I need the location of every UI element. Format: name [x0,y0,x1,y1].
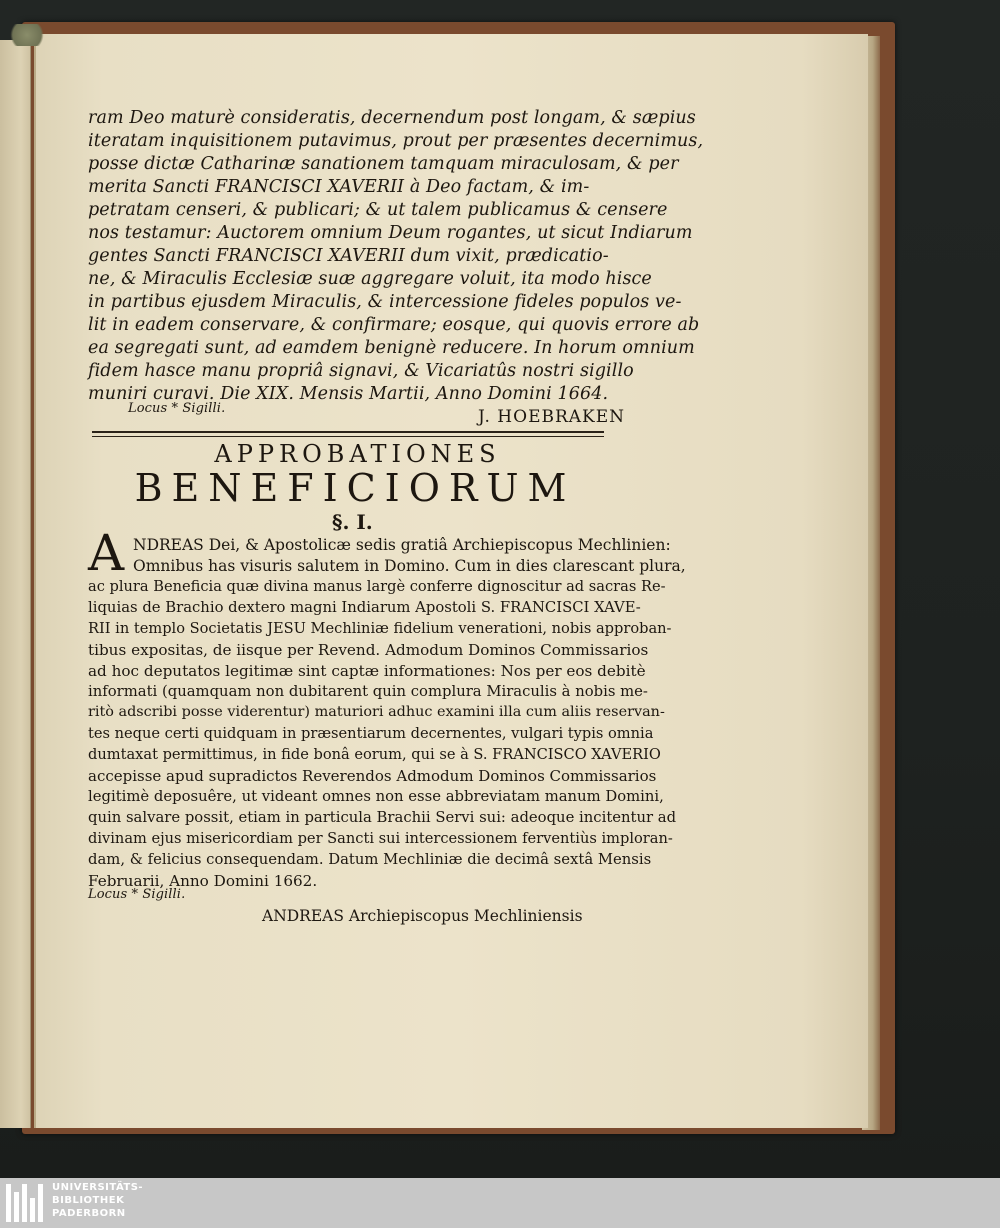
approbation-line: quin salvare possit, etiam in particula Brachii Servi sui: adeoque incitentur ad [88,809,677,826]
decree-line: in partibus ejusdem Miraculis, & intercessione fideles populos ve- [88,292,682,312]
approbation-line: ac plura Beneficia quæ divina manus largè conferre dignoscitur ad sacras Re- [88,578,666,595]
decree-line: petratam censeri, & publicari; & ut talem publicamus & censere [88,200,668,220]
section-heading-approbationes: APPROBATIONES [214,440,501,468]
library-footer-bar [0,1178,1000,1228]
approbation-line: tibus expositas, de iisque per Revend. Admodum Dominos Commissarios [88,641,649,659]
decree-line: iteratam inquisitionem putavimus, prout per præsentes decernimus, [88,131,704,151]
approbation-line: dumtaxat permittimus, in fide bonâ eorum, qui se à S. FRANCISCO XAVERIO [88,746,661,763]
approbation-line: divinam ejus misericordiam per Sancti sui intercessionem ferventiùs imploran- [88,830,673,847]
approbation-seal: Locus * Sigilli. [88,887,186,902]
decree-line: fidem hasce manu propriâ signavi, & Vicariatûs nostri sigillo [88,361,634,381]
approbation-line: informati (quamquam non dubitarent quin complura Miraculis à nobis me- [88,683,648,700]
paragraph-mark: §. I. [332,510,373,534]
decree-line: nos testamur: Auctorem omnium Deum rogantes, ut sicut Indiarum [88,223,693,243]
approbation-signature: ANDREAS Archiepiscopus Mechliniensis [262,907,583,925]
previous-page-edge [0,40,31,1128]
section-heading-beneficiorum: BENEFICIORUM [134,466,576,510]
decree-seal: Locus * Sigilli. [128,401,226,416]
decree-signature: J. HOEBRAKEN [478,407,626,427]
approbation-line: NDREAS Dei, & Apostolicæ sedis gratiâ Archiepiscopus Mechlinien: [133,536,671,554]
decree-line: ne, & Miraculis Ecclesiæ suæ aggregare voluit, ita modo hisce [88,269,652,289]
approbation-line: RII in templo Societatis JESU Mechliniæ fidelium venerationi, nobis approban- [88,620,672,637]
library-name [52,1181,143,1220]
library-name-line: PADERBORN [52,1208,126,1219]
divider-rule [92,431,604,433]
approbation-line: accepisse apud supradictos Reverendos Admodum Dominos Commissarios [88,767,657,785]
approbation-line: legitimè deposuêre, ut videant omnes non esse abbreviatam manum Domini, [88,788,664,805]
divider-rule-thin [92,436,604,437]
approbation-line: Omnibus has visuris salutem in Domino. Cum in dies clarescant plura, [133,557,686,575]
decree-line: merita Sancti FRANCISCI XAVERII à Deo factam, & im- [88,177,590,197]
drop-capital: A [88,524,125,582]
approbation-line: ritò adscribi posse viderentur) maturiori adhuc examini illa cum aliis reservan- [88,704,665,720]
library-name-line: UNIVERSITÄTS- [52,1182,144,1193]
binding-thread [6,24,48,46]
library-name-line: BIBLIOTHEK [52,1195,125,1206]
approbation-line: Februarii, Anno Domini 1662. [88,872,318,890]
approbation-line: tes neque certi quidquam in præsentiarum decernentes, vulgari typis omnia [88,725,654,742]
decree-line: gentes Sancti FRANCISCI XAVERII dum vixit, prædicatio- [88,246,609,266]
library-logo-icon [6,1184,46,1222]
approbation-line: ad hoc deputatos legitimæ sint captæ informationes: Nos per eos debitè [88,662,646,680]
decree-line: lit in eadem conservare, & confirmare; eosque, qui quovis errore ab [88,315,700,335]
decree-line: ea segregati sunt, ad eamdem benignè reducere. In horum omnium [88,338,695,358]
decree-line: ram Deo maturè consideratis, decernendum post longam, & sæpius [88,108,696,128]
approbation-line: liquias de Brachio dextero magni Indiarum Apostoli S. FRANCISCI XAVE- [88,599,641,616]
decree-line: muniri curavi. Die XIX. Mensis Martii, Anno Domini 1664. [88,384,609,404]
decree-line: posse dictæ Catharinæ sanationem tamquam miraculosam, & per [88,154,679,174]
approbation-line: dam, & felicius consequendam. Datum Mechliniæ die decimâ sextâ Mensis [88,851,652,868]
